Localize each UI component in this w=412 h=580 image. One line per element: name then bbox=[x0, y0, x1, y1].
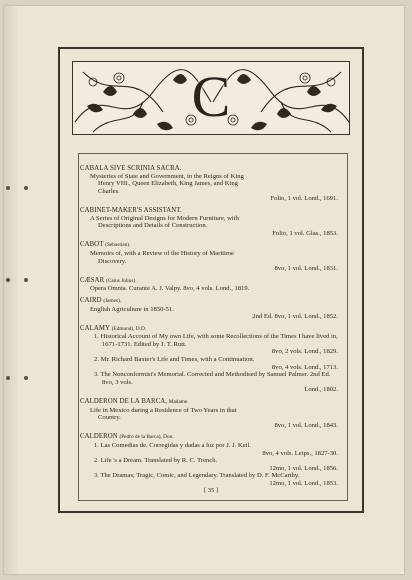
catalogue-entry bbox=[80, 325, 338, 394]
entry-author-detail: Madame. bbox=[168, 399, 189, 406]
binding-hole bbox=[24, 376, 28, 380]
entry-heading bbox=[80, 433, 338, 442]
page-frame bbox=[58, 47, 364, 513]
ornamental-header bbox=[72, 61, 350, 135]
entry-author: CABOT bbox=[80, 241, 104, 249]
entry-heading bbox=[80, 241, 338, 250]
binding-hole bbox=[24, 186, 28, 190]
entry-description-line: Opera Omnia. Curante A. J. Valpy. 8vo, 4 vols. Lond., 1819. bbox=[90, 285, 250, 293]
entry-description-line: English Agriculture in 1850-51. bbox=[90, 305, 174, 313]
catalogue-entry bbox=[80, 433, 338, 487]
catalogue-entry bbox=[80, 241, 338, 272]
entry-publication-details: Lond., 1802. bbox=[304, 386, 338, 394]
entry-work-item: 1. Las Comedias de. Corregidas y dadas a luz por J. J. Keil. bbox=[94, 442, 251, 449]
entry-description-line: Descriptions and Details of Construction. bbox=[98, 222, 208, 230]
entry-description-line: Charles. bbox=[98, 187, 120, 195]
page-number: [ 35 ] bbox=[203, 487, 219, 494]
entry-heading bbox=[80, 297, 338, 306]
decorated-initial: C bbox=[191, 64, 231, 129]
catalogue-entry bbox=[80, 207, 338, 237]
entry-author: CALDERON bbox=[80, 433, 118, 441]
entry-work-item: 2. Life 's a Dream. Translated by R. C. Trench. bbox=[94, 457, 218, 465]
entry-author-detail: (Sebastian). bbox=[105, 242, 131, 249]
entry-publication-details: 8vo, 4 vols. Leips., 1827-30. bbox=[262, 449, 338, 457]
entry-author: CAIRD bbox=[80, 296, 102, 304]
entry-description-line: A Series of Original Designs for Modern Furniture, with bbox=[90, 214, 239, 222]
entry-publication-details: 8vo, 1 vol. Lond., 1831. bbox=[274, 265, 338, 273]
catalogue-entry bbox=[80, 398, 338, 429]
entry-description-line: Life in Mexico during a Residence of Two Years in that bbox=[90, 406, 237, 414]
binding-hole bbox=[6, 376, 10, 380]
entry-work-item: 2. Mr. Richard Baxter's Life and Times, with a Continuation. bbox=[94, 356, 255, 364]
entry-publication-details: 8vo, 1 vol. Lond., 1843. bbox=[274, 421, 338, 429]
entry-heading bbox=[80, 277, 338, 286]
entry-heading bbox=[80, 398, 338, 407]
catalogue-entries bbox=[80, 165, 338, 492]
entry-publication-details: 8vo, 2 vols. Lond., 1829. bbox=[271, 348, 338, 356]
entry-author: CABINET-MAKER'S ASSISTANT. bbox=[80, 206, 182, 214]
entry-description-line: Henry VIII., Queen Elizabeth, King James, and King bbox=[98, 180, 238, 188]
entry-description-line: Country. bbox=[98, 414, 121, 422]
binding-hole bbox=[24, 278, 28, 282]
entry-author-detail: (Caius Julius). bbox=[105, 277, 137, 284]
entry-work-item: 1. Historical Account of My own Life, with some Recollections of the Times I have lived in, 1671-1731. Edited by J. T. Rutt. bbox=[94, 333, 338, 348]
entry-publication-details: Folio, 1 vol. Lond., 1691. bbox=[270, 195, 338, 203]
entry-description-line: Memoirs of, with a Review of the History of Maritime bbox=[90, 249, 234, 257]
catalogue-entry bbox=[80, 277, 338, 293]
entry-description-line: Mysteries of State and Government, in the Reigns of King bbox=[90, 172, 244, 180]
entry-publication-details: 8vo, 4 vols. Lond., 1713. bbox=[271, 363, 338, 371]
entry-publication-details: 2nd Ed. 8vo, 1 vol. Lond., 1852. bbox=[252, 313, 338, 321]
entry-author-detail: (Pedro de la Barca), Don. bbox=[119, 434, 174, 441]
entry-heading bbox=[80, 207, 338, 215]
entry-description-line: Discovery. bbox=[98, 257, 127, 265]
binding-hole bbox=[6, 278, 10, 282]
entry-heading bbox=[80, 325, 338, 334]
entry-author: CALDERON DE LA BARCA, bbox=[80, 398, 168, 406]
catalogue-entry bbox=[80, 165, 338, 203]
entry-publication-details: 12mo, 1 vol. Lond., 1856. bbox=[269, 464, 338, 472]
entry-publication-details: Folio, 1 vol. Glas., 1853. bbox=[272, 229, 338, 237]
entry-author-detail: (James). bbox=[103, 297, 122, 304]
entry-work-item: 3. The Nonconformist's Memorial. Corrected and Methodised by Samuel Palmer. 2nd Ed. 8vo, 3 vols. bbox=[94, 371, 331, 386]
entry-work-item: 3. The Dramas; Tragic, Comic, and Legendary. Translated by D. F. McCarthy. bbox=[94, 472, 300, 480]
entry-author-detail: (Edmund), D.D. bbox=[111, 325, 147, 332]
book-page bbox=[4, 6, 404, 574]
entry-publication-details: 12mo, 1 vol. Lond., 1853. bbox=[269, 479, 338, 487]
entry-author: CÆSAR bbox=[80, 276, 105, 284]
page-edge bbox=[4, 6, 18, 574]
entry-heading bbox=[80, 165, 338, 173]
entry-author: CABALA SIVE SCRINIA SACRA. bbox=[80, 165, 182, 172]
catalogue-entry bbox=[80, 297, 338, 321]
entry-author: CALAMY bbox=[80, 324, 111, 332]
binding-hole bbox=[6, 186, 10, 190]
